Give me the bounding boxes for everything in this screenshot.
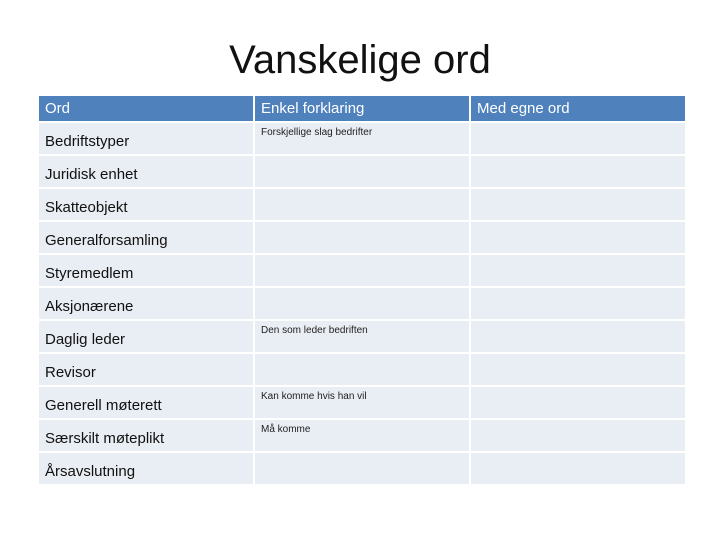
own-words-cell[interactable]: [470, 122, 686, 155]
explanation-cell[interactable]: [254, 452, 470, 485]
page-title: Vanskelige ord: [229, 38, 491, 82]
column-header-own-words: Med egne ord: [470, 95, 686, 122]
word-cell: Årsavslutning: [38, 452, 254, 485]
table-row: [38, 188, 686, 221]
own-words-cell[interactable]: [470, 386, 686, 419]
explanation-cell[interactable]: [254, 188, 470, 221]
word-cell: Særskilt møteplikt: [38, 419, 254, 452]
explanation-cell[interactable]: [254, 254, 470, 287]
table-row: [38, 320, 686, 353]
table-row: [38, 386, 686, 419]
table-row: [38, 353, 686, 386]
word-cell: Revisor: [38, 353, 254, 386]
explanation-cell[interactable]: Må komme: [254, 419, 470, 452]
word-cell: Juridisk enhet: [38, 155, 254, 188]
table-row: [38, 419, 686, 452]
own-words-cell[interactable]: [470, 320, 686, 353]
own-words-cell[interactable]: [470, 155, 686, 188]
own-words-cell[interactable]: [470, 221, 686, 254]
table-row: [38, 452, 686, 485]
table-row: [38, 254, 686, 287]
word-cell: Generell møterett: [38, 386, 254, 419]
word-cell: Aksjonærene: [38, 287, 254, 320]
word-cell: Skatteobjekt: [38, 188, 254, 221]
word-cell: Generalforsamling: [38, 221, 254, 254]
own-words-cell[interactable]: [470, 353, 686, 386]
explanation-cell[interactable]: Forskjellige slag bedrifter: [254, 122, 470, 155]
word-cell: Styremedlem: [38, 254, 254, 287]
explanation-cell[interactable]: [254, 353, 470, 386]
table-row: [38, 155, 686, 188]
table-row: [38, 287, 686, 320]
column-header-word: Ord: [38, 95, 254, 122]
word-cell: Bedriftstyper: [38, 122, 254, 155]
vocabulary-table: [37, 94, 687, 486]
explanation-cell[interactable]: [254, 221, 470, 254]
own-words-cell[interactable]: [470, 452, 686, 485]
word-cell: Daglig leder: [38, 320, 254, 353]
own-words-cell[interactable]: [470, 188, 686, 221]
explanation-cell[interactable]: Den som leder bedriften: [254, 320, 470, 353]
table-row: [38, 221, 686, 254]
table-header-row: [38, 95, 686, 122]
own-words-cell[interactable]: [470, 419, 686, 452]
explanation-cell[interactable]: [254, 287, 470, 320]
table-row: [38, 122, 686, 155]
explanation-cell[interactable]: Kan komme hvis han vil: [254, 386, 470, 419]
own-words-cell[interactable]: [470, 254, 686, 287]
column-header-explanation: Enkel forklaring: [254, 95, 470, 122]
explanation-cell[interactable]: [254, 155, 470, 188]
own-words-cell[interactable]: [470, 287, 686, 320]
